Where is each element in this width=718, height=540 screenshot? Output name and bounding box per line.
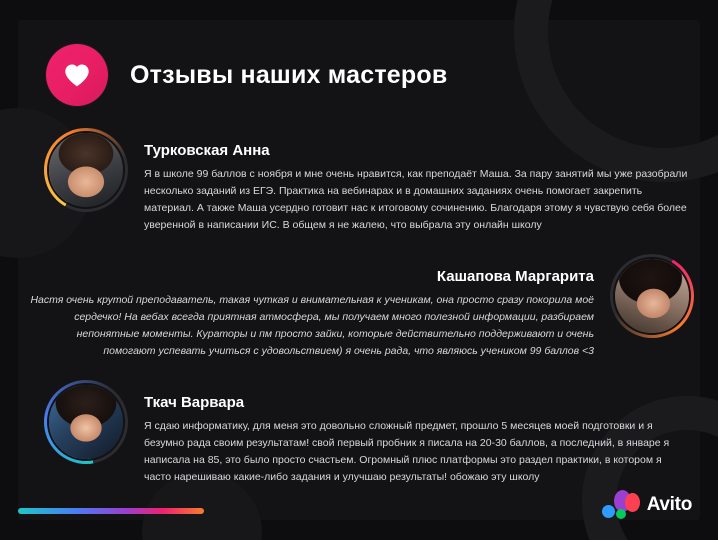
reviewer-name: Турковская Анна <box>144 142 270 159</box>
list-item <box>0 380 718 486</box>
heart-icon <box>46 44 108 106</box>
page-header <box>46 44 447 106</box>
list-item <box>0 128 718 234</box>
avito-watermark <box>602 490 692 520</box>
review-text: Настя очень крутой преподаватель, такая чуткая и внимательная к ученикам, она просто сразу покорила моё сердечко! На вебах всегда приятная атмосфера, мы получаем много полезной информации, разбираем непонятные моменты. Кураторы и пм просто зайки, которые действительно поддерживают и очень помогают успевать учиться с удовольствием) я очень рада, что являюсь учеником 99 баллов <3 <box>30 294 594 357</box>
avito-wordmark: Avito <box>646 494 692 515</box>
reviewer-name: Кашапова Маргарита <box>436 268 594 285</box>
review-text: Я в школе 99 баллов с ноября и мне очень нравится, как преподаёт Маша. За пару занятий мы уже разобрали несколько заданий из ЕГЭ. Практика на вебинарах и в домашних заданиях очень помогает закрепить материал. А также Маша усердно готовит нас к итоговому сочинению. Благодаря этому я чувствую себя более уверенной в написании ИС. В общем я не жалею, что выбрала эту онлайн школу <box>144 168 688 231</box>
avito-logo-icon <box>602 490 640 520</box>
accent-gradient-bar <box>18 508 204 514</box>
page-title: Отзывы наших мастеров <box>130 60 448 89</box>
list-item <box>0 254 718 360</box>
avatar-margarita <box>610 254 694 338</box>
reviewer-name: Ткач Варвара <box>144 394 245 411</box>
avatar-anna <box>44 128 128 212</box>
avatar-varvara <box>44 380 128 464</box>
reviews-list <box>0 128 718 506</box>
review-text: Я сдаю информатику, для меня это довольно сложный предмет, прошло 5 месяцев моей подготовки и я безумно рада своим результатам! свой первый пробник я писала на 20-30 баллов, а последний, в январе я написала на 85, это было просто счастьем. Огромный плюс платформы это раздел практики, в котором я часто нарешиваю какие-либо задания и улучшаю результаты! обожаю эту школу <box>144 420 670 483</box>
